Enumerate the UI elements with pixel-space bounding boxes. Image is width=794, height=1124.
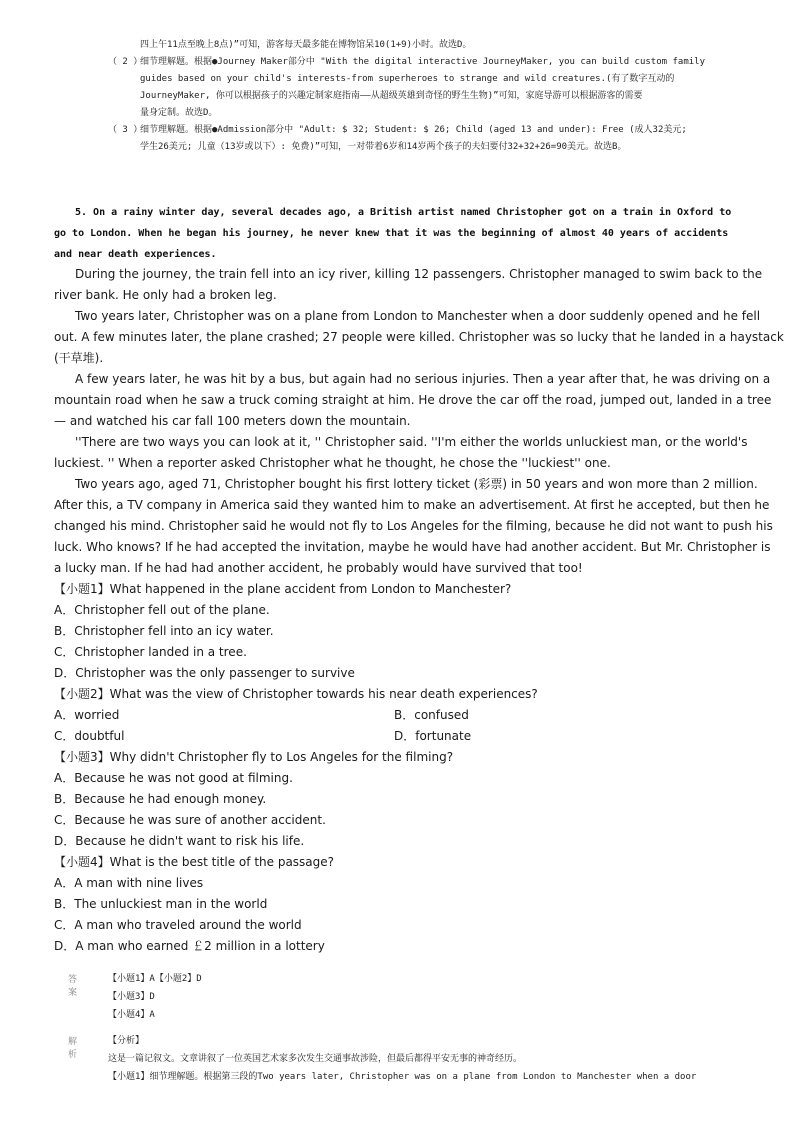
q3-option-b: B．Because he had enough money. xyxy=(54,792,267,806)
paragraph-line: A few years later, he was hit by a bus, but again had no serious injuries. Then a year after that, he was driving on a xyxy=(75,372,771,386)
q2-options-row-1 xyxy=(54,705,784,726)
question-4: 【小题4】What is the best title of the passage? xyxy=(54,855,335,869)
paragraph-line: luck. Who knows? If he had accepted the invitation, maybe he would have had another accident. But Mr. Christopher is xyxy=(54,540,771,554)
q1-option-c: C．Christopher landed in a tree. xyxy=(54,645,247,659)
prev-answer-line: 四上午11点至晚上8点)”可知，游客每天最多能在博物馆呆10(1+9)小时。故选D。 xyxy=(140,40,472,50)
prev-answer-line: 学生26美元; 儿童（13岁或以下）: 免费)”可知，一对带着6岁和14岁两个孩子的夫妇要付32+32+26=90美元。故选B。 xyxy=(140,142,627,152)
q2-option-b: B．confused xyxy=(394,708,469,722)
paragraph-line: luckiest. '' When a reporter asked Christopher what he thought, he chose the ''luckiest'' one. xyxy=(54,456,611,470)
q3-option-d: D．Because he didn't want to risk his life. xyxy=(54,834,305,848)
q3-option-a: A．Because he was not good at filming. xyxy=(54,771,293,785)
q1-option-d: D．Christopher was the only passenger to survive xyxy=(54,666,355,680)
prev-answer-line: JourneyMaker, 你可以根据孩子的兴趣定制家庭指南——从超级英雄到奇怪的野生生物)”可知，家庭导游可以根据游客的需要 xyxy=(140,91,643,101)
q2-option-d: D．fortunate xyxy=(394,729,472,743)
q2-option-a: A．worried xyxy=(54,708,120,722)
paragraph-line: changed his mind. Christopher said he would not fly to Los Angeles for the filming, because he did not want to push his xyxy=(54,519,773,533)
item-number: （ 2 ） xyxy=(108,57,143,67)
paragraph-line: out. A few minutes later, the plane crashed; 27 people were killed. Christopher was so lucky that he landed in a haystack xyxy=(54,330,784,344)
q2-option-c: C．doubtful xyxy=(54,729,125,743)
paragraph-line: Two years ago, aged 71, Christopher bought his first lottery ticket (彩票) in 50 years and won more than 2 million. xyxy=(75,477,758,491)
answer-line: 【小题3】D xyxy=(108,992,155,1002)
prev-answer-item-3: （ 3 ）细节理解题。根据●Admission部分中 "Adult: $ 32; Student: $ 26; Child (aged 13 and under): Free (成人32美元; xyxy=(108,122,705,139)
passage-intro: 5. On a rainy winter day, several decades ago, a British artist named Christopher got on a train in Oxford to go to London. When he began his journey, he never knew that it was the beginning of almost 40 years of accidents and near death experiences. xyxy=(54,207,732,260)
question-3: 【小题3】Why didn't Christopher fly to Los Angeles for the filming? xyxy=(54,750,454,764)
paragraph-line: a lucky man. If he had had another accident, he probably would have survived that too! xyxy=(54,561,583,575)
q4-option-d: D．A man who earned ￡2 million in a lottery xyxy=(54,939,325,953)
q1-option-b: B．Christopher fell into an icy water. xyxy=(54,624,274,638)
prev-answer-line: guides based on your child's interests-from superheroes to strange and wild creatures.(有了数字互动的 xyxy=(140,74,675,84)
paragraph-line: ''There are two ways you can look at it, '' Christopher said. ''I'm either the worlds unluckiest man, or the world's xyxy=(75,435,748,449)
q1-option-a: A．Christopher fell out of the plane. xyxy=(54,603,270,617)
answer-line: 【小题1】A【小题2】D xyxy=(108,974,202,984)
paragraph-line: Two years later, Christopher was on a plane from London to Manchester when a door suddenly opened and he fell xyxy=(75,309,761,323)
answer-line: 【小题4】A xyxy=(108,1010,155,1020)
question-1: 【小题1】What happened in the plane accident from London to Manchester? xyxy=(54,582,512,596)
answer-label: 答案 xyxy=(68,975,78,998)
analysis-line: 【分析】 xyxy=(108,1036,145,1046)
item-number: （ 3 ） xyxy=(108,125,143,135)
paragraph-line: — and watched his car fall 100 meters down the mountain. xyxy=(54,414,411,428)
q4-option-c: C．A man who traveled around the world xyxy=(54,918,302,932)
paragraph-line: After this, a TV company in America said they wanted him to make an advertisement. At first he accepted, but then he xyxy=(54,498,770,512)
passage-body xyxy=(54,264,784,957)
paragraph-line: During the journey, the train fell into an icy river, killing 12 passengers. Christopher managed to swim back to the xyxy=(75,267,763,281)
q4-option-b: B．The unluckiest man in the world xyxy=(54,897,268,911)
question-2: 【小题2】What was the view of Christopher towards his near death experiences? xyxy=(54,687,538,701)
paragraph-line: mountain road when he saw a truck coming straight at him. He drove the car off the road, jumped out, landed in a tree xyxy=(54,393,772,407)
q4-option-a: A．A man with nine lives xyxy=(54,876,204,890)
analysis-line: 这是一篇记叙文。文章讲叙了一位英国艺术家多次发生交通事故涉险，但最后都得平安无事的神奇经历。 xyxy=(108,1054,523,1064)
prev-answer-line: 量身定制。故选D。 xyxy=(140,108,218,118)
paragraph-line: (干草堆). xyxy=(54,351,104,365)
prev-answers-section xyxy=(108,37,705,156)
analysis-label: 解析 xyxy=(68,1037,78,1060)
q2-options-row-2 xyxy=(54,726,784,747)
prev-answer-item-2: （ 2 ）细节理解题。根据●Journey Maker部分中 "With the digital interactive JourneyMaker, you can build custom family xyxy=(108,54,705,71)
analysis-line: 【小题1】细节理解题。根据第三段的Two years later, Christopher was on a plane from London to Manchester when a door xyxy=(108,1072,697,1082)
q3-option-c: C．Because he was sure of another accident. xyxy=(54,813,326,827)
paragraph-line: river bank. He only had a broken leg. xyxy=(54,288,277,302)
